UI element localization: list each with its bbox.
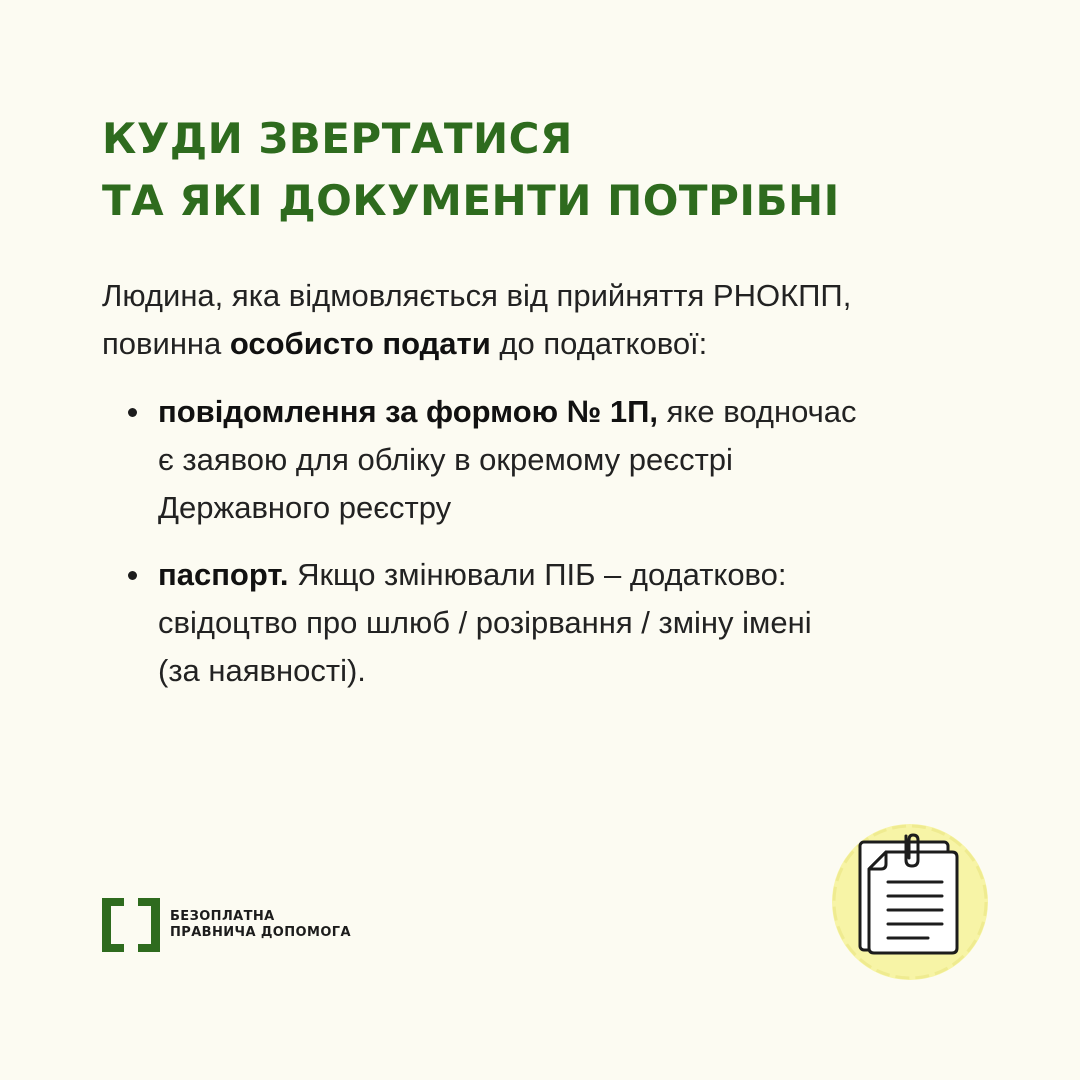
list-item-rest: Якщо змінювали ПІБ – додатково: bbox=[288, 557, 787, 592]
logo-line-1: БЕЗОПЛАТНА bbox=[170, 909, 275, 924]
logo-text bbox=[170, 909, 351, 941]
list-item-rest: яке водночас bbox=[658, 394, 857, 429]
intro-line-2-prefix: повинна bbox=[102, 326, 230, 361]
intro-emphasis: особисто подати bbox=[229, 326, 491, 361]
intro-paragraph bbox=[102, 272, 1002, 368]
list-item-bold: паспорт. bbox=[158, 557, 289, 592]
bullet-dot-icon bbox=[128, 571, 137, 580]
intro-line-2 bbox=[102, 320, 1002, 368]
page-title bbox=[102, 108, 840, 232]
list-item-line-3: Державного реєстру bbox=[158, 490, 452, 525]
list-item bbox=[102, 551, 1002, 695]
list-item-line-1 bbox=[158, 388, 1002, 436]
intro-line-2-suffix: до податкової: bbox=[490, 326, 708, 361]
document-list bbox=[102, 388, 1002, 695]
bracket-logo-icon bbox=[102, 898, 160, 952]
list-item-line-1 bbox=[158, 551, 1002, 599]
bullet-dot-icon bbox=[128, 408, 137, 417]
list-item bbox=[102, 388, 1002, 532]
list-item-line-3: (за наявності). bbox=[158, 653, 366, 688]
intro-line-1: Людина, яка відмовляється від прийняття РНОКПП, bbox=[102, 278, 852, 313]
list-item-line-2: свідоцтво про шлюб / розірвання / зміну імені bbox=[158, 605, 812, 640]
logo-line-2: ПРАВНИЧА ДОПОМОГА bbox=[170, 925, 351, 940]
title-line-1: КУДИ ЗВЕРТАТИСЯ bbox=[102, 114, 573, 163]
organization-logo bbox=[102, 898, 351, 952]
title-line-2: ТА ЯКІ ДОКУМЕНТИ ПОТРІБНІ bbox=[102, 176, 840, 225]
documents-icon bbox=[824, 820, 994, 980]
list-item-line-2: є заявою для обліку в окремому реєстрі bbox=[158, 442, 733, 477]
list-item-bold: повідомлення за формою № 1П, bbox=[158, 394, 659, 429]
